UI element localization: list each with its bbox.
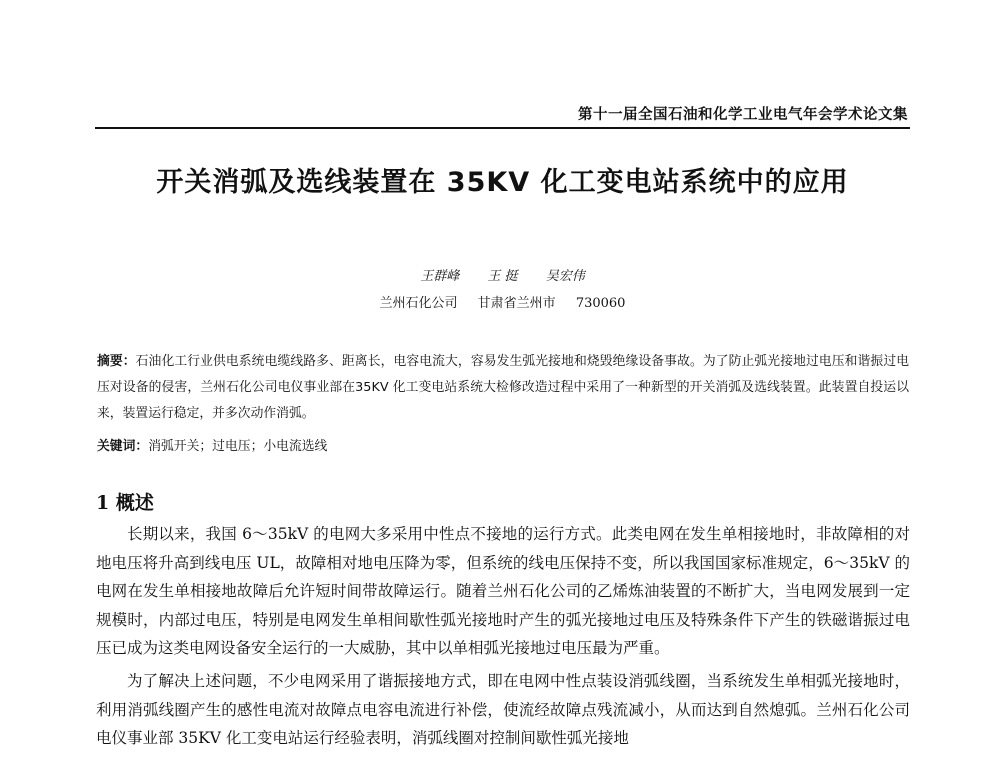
abstract — [97, 349, 909, 427]
body-paragraph: 为了解决上述问题，不少电网采用了谐振接地方式，即在电网中性点装设消弧线圈，当系统发生单相弧光接地时，利用消弧线圈产生的感性电流对故障点电容电流进行补偿，使流经故障点残流减小，从而达到自然熄弧。兰州石化公司电仪事业部 35KV 化工变电站运行经验表明，消弧线圈对控制间歇性弧光接地 — [96, 671, 910, 748]
section-heading: 1 概述 — [96, 492, 154, 514]
author-list — [95, 265, 910, 284]
header-rule — [95, 127, 910, 129]
section-body — [96, 520, 910, 757]
keywords-label: 关键词： — [97, 439, 149, 454]
affiliation-org: 兰州石化公司 — [379, 296, 458, 311]
author-name: 王 挺 — [487, 269, 518, 284]
keywords-text: 消弧开关；过电压；小电流选线 — [148, 439, 328, 454]
abstract-text: 石油化工行业供电系统电缆线路多、距离长，电容电流大，容易发生弧光接地和烧毁绝缘设备事故。为了防止弧光接地过电压和谐振过电压对设备的侵害，兰州石化公司电仪事业部在35KV 化工变电站系统大检修改造过程中采用了一种新型的开关消弧及选线装置。此装置自投运以来，装置运行稳定，并多次动作消弧。 — [97, 354, 910, 421]
author-name: 王群峰 — [420, 269, 460, 284]
abstract-label: 摘要： — [97, 354, 136, 369]
paper-title: 开关消弧及选线装置在 35KV 化工变电站系统中的应用 — [156, 167, 849, 198]
body-paragraph: 长期以来，我国 6～35kV 的电网大多采用中性点不接地的运行方式。此类电网在发生单相接地时，非故障相的对地电压将升高到线电压 UL，故障相对地电压降为零，但系统的线电压保持不变，所以我国国家标准规定，6～35kV 的电网在发生单相接地故障后允许短时间带故障运行。随着兰州石化公司的乙烯炼油装置的不断扩大，当电网发展到一定规模时，内部过电压，特别是电网发生单相间歇性弧光接地时产生的弧光接地过电压及特殊条件下产生的铁磁谐振过电压已成为这类电网设备安全运行的一大威胁，其中以单相弧光接地过电压最为严重。 — [96, 525, 910, 658]
author-name: 吴宏伟 — [545, 269, 585, 284]
keywords — [97, 435, 909, 454]
affiliation-location: 甘肃省兰州市 — [477, 296, 556, 311]
running-header: 第十一届全国石油和化学工业电气年会学术论文集 — [578, 107, 908, 123]
affiliation-postcode: 730060 — [575, 296, 626, 311]
affiliation — [95, 292, 910, 311]
